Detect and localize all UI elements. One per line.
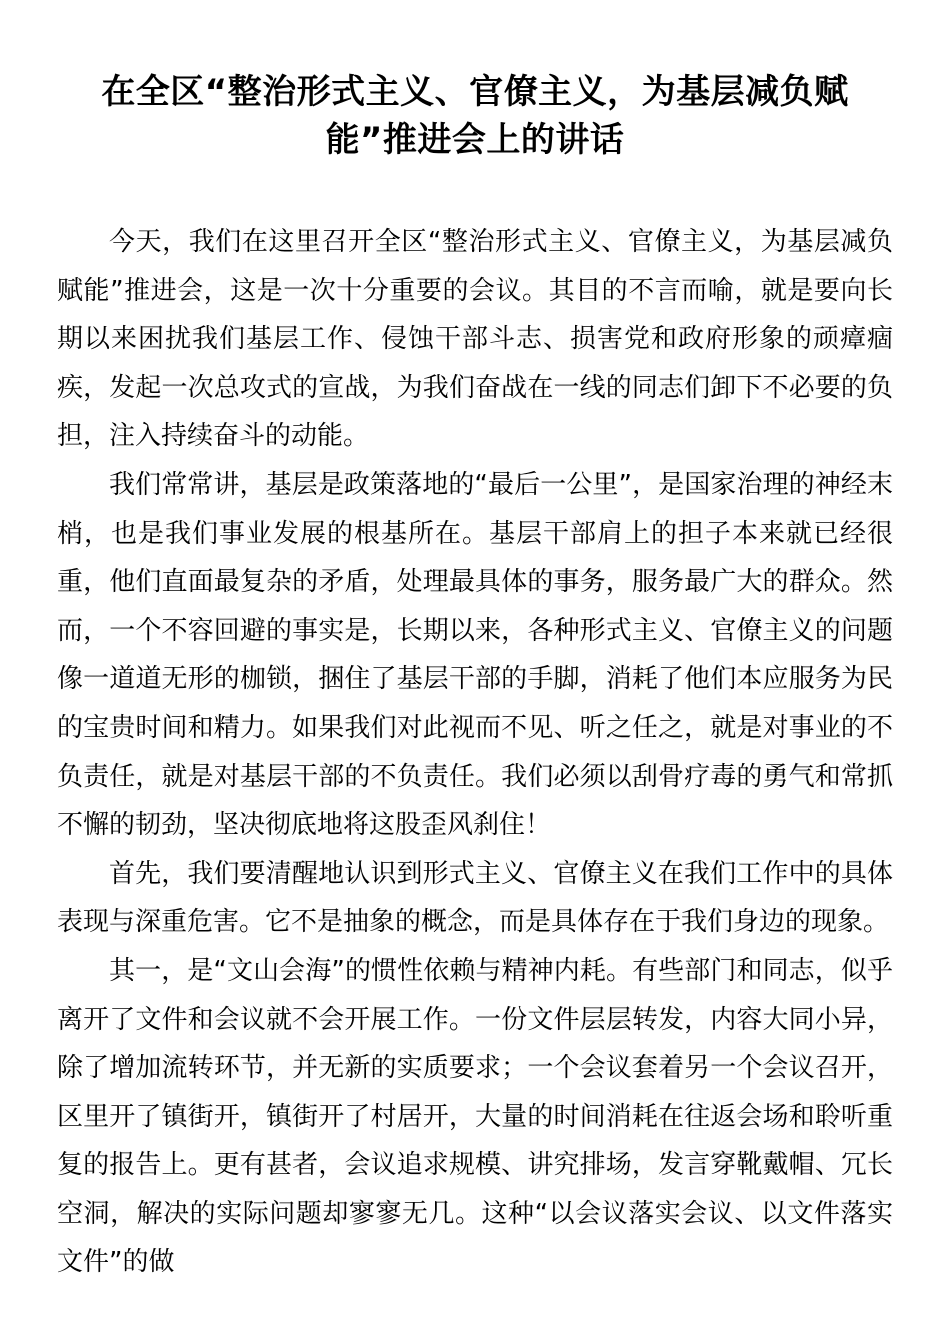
speech-body [57,218,893,1287]
paragraph-3: 首先，我们要清醒地认识到形式主义、官僚主义在我们工作中的具体表现与深重危害。它不是抽象的概念，而是具体存在于我们身边的现象。 [57,858,893,938]
paragraph-4: 其一，是“文山会海”的惯性依赖与精神内耗。有些部门和同志，似乎离开了文件和会议就不会开展工作。一份文件层层转发，内容大同小异，除了增加流转环节，并无新的实质要求；一个会议套着另一个会议召开，区里开了镇街开，镇街开了村居开，大量的时间消耗在往返会场和聆听重复的报告上。更有甚者，会议追求规模、讲究排场，发言穿靴戴帽、冗长空洞，解决的实际问题却寥寥无几。这种“以会议落实会议、以文件落实文件”的做 [57,955,893,1278]
paragraph-2: 我们常常讲，基层是政策落地的“最后一公里”，是国家治理的神经末梢，也是我们事业发展的根基所在。基层干部肩上的担子本来就已经很重，他们直面最复杂的矛盾，处理最具体的事务，服务最广大的群众。然而，一个不容回避的事实是，长期以来，各种形式主义、官僚主义的问题像一道道无形的枷锁，捆住了基层干部的手脚，消耗了他们本应服务为民的宝贵时间和精力。如果我们对此视而不见、听之任之，就是对事业的不负责任，就是对基层干部的不负责任。我们必须以刮骨疗毒的勇气和常抓不懈的韧劲，坚决彻底地将这股歪风刹住！ [57,469,893,841]
paragraph-1: 今天，我们在这里召开全区“整治形式主义、官僚主义，为基层减负赋能”推进会，这是一次十分重要的会议。其目的不言而喻，就是要向长期以来困扰我们基层工作、侵蚀干部斗志、损害党和政府形象的顽瘴痼疾，发起一次总攻式的宣战，为我们奋战在一线的同志们卸下不必要的负担，注入持续奋斗的动能。 [57,227,893,452]
document-title: 在全区“整治形式主义、官僚主义，为基层减负赋能”推进会上的讲话 [101,72,849,160]
